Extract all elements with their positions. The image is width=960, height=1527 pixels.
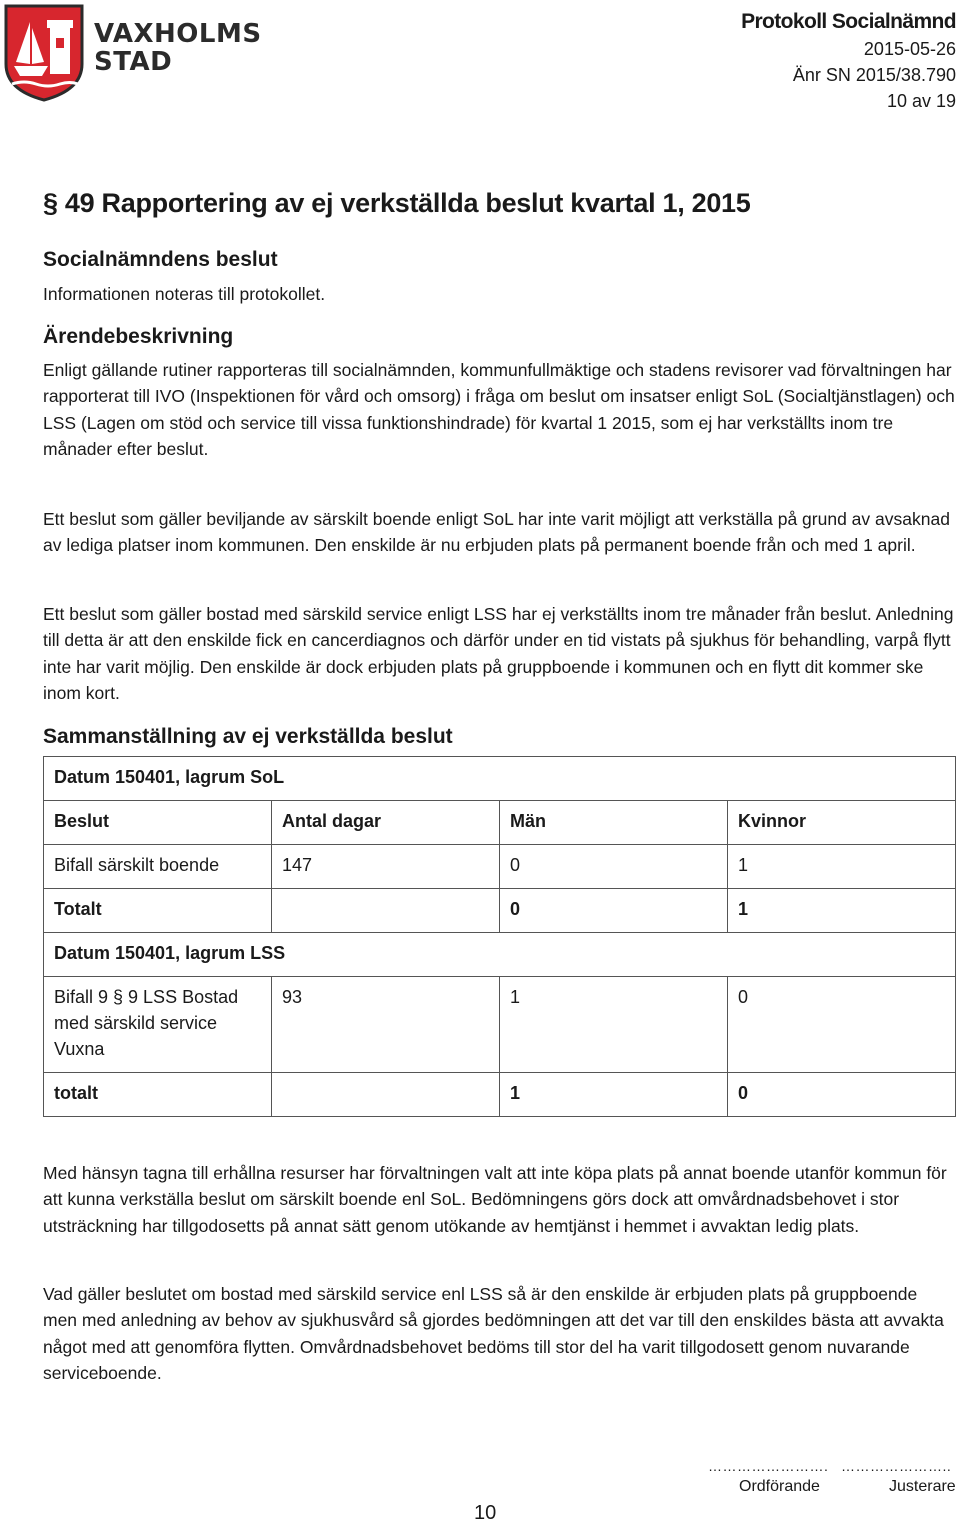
summary-heading: Sammanställning av ej verkställda beslut [43, 725, 453, 748]
signature-line-adjuster: ………………….. [841, 1458, 952, 1474]
table-cell: 0 [500, 845, 728, 889]
header-man: Män [500, 801, 728, 845]
table-row [44, 977, 956, 1073]
table-cell: 1 [728, 889, 956, 933]
decision-heading: Socialnämndens beslut [43, 248, 278, 271]
table-cell: 0 [728, 1073, 956, 1117]
table-header-row [44, 801, 956, 845]
table-cell: 1 [500, 977, 728, 1073]
group-title-sol: Datum 150401, lagrum SoL [44, 757, 956, 801]
table-cell: Bifall särskilt boende [44, 845, 272, 889]
paragraph-3: Ett beslut som gäller bostad med särskild service enligt LSS har ej verkställts inom tre månader från beslut. Anledning till detta är att den enskilde fick en cancerdiagnos och därför under en tid vistats på sjukhus för behandling, varpå flytt inte har varit möjlig. Den enskilde är dock erbjuden plats på gruppboende i kommunen och en flytt dit kommer ske inom kort. [43, 604, 954, 703]
logo-text-line1: VAXHOLMS [94, 19, 262, 49]
table-cell: 1 [500, 1073, 728, 1117]
group-title-lss: Datum 150401, lagrum LSS [44, 933, 956, 977]
closing-paragraph-2: Vad gäller beslutet om bostad med särskild service enl LSS så är den enskilde är erbjuden plats på gruppboende men med anledning av behov av sjukhusvård så gjordes bedömningen att det var till den enskildes bästa att avvakta något med att genomföra flytten. Omvårdnadsbehovet bedöms till stor del ha varit tillgodosett genom nuvarande serviceboende. [43, 1284, 944, 1383]
table-total-row [44, 889, 956, 933]
table-cell: totalt [44, 1073, 272, 1117]
description-heading: Ärendebeskrivning [43, 325, 234, 348]
municipality-logo [4, 4, 262, 102]
table-cell: 0 [728, 977, 956, 1073]
section-title: § 49 Rapportering av ej verkställda beslut kvartal 1, 2015 [43, 188, 751, 218]
page-number: 10 [474, 1502, 497, 1524]
table-cell: 93 [272, 977, 500, 1073]
paragraph-2: Ett beslut som gäller beviljande av särskilt boende enligt SoL har inte varit möjligt att verkställa på grund av avsaknad av lediga platser inom kommunen. Den enskilde är nu erbjuden plats på permanent boende från och med 1 april. [43, 509, 950, 556]
paragraph-1: Enligt gällande rutiner rapporteras till socialnämnden, kommunfullmäktige och stadens revisorer vad förvaltningen har rapporterat till IVO (Inspektionen för vård och omsorg) i fråga om beslut om insatser enligt SoL (Socialtjänstlagen) och LSS (Lagen om stöd och service till vissa funktionshindrade) för kvartal 1 2015, som ej har verkställts inom tre månader efter beslut. [43, 360, 955, 459]
coat-of-arms-icon [4, 4, 86, 102]
table-cell [272, 889, 500, 933]
signature-label-chairman: Ordförande [739, 1478, 820, 1495]
header-beslut: Beslut [44, 801, 272, 845]
table-cell: Totalt [44, 889, 272, 933]
closing-paragraph-1: Med hänsyn tagna till erhållna resurser har förvaltningen valt att inte köpa plats på annat boende utanför kommun för att kunna verkställa beslut om särskilt boende enl SoL. Bedömningens görs dock att omvårdnadsbehovet i stor utsträckning har tillgodosetts på annat sätt genom utökande av hemtjänst i hemmet i avvaktan ledig plats. [43, 1163, 947, 1236]
logo-text-line2: STAD [94, 47, 173, 77]
document-date: 2015-05-26 [863, 39, 956, 59]
table-cell: Bifall 9 § 9 LSS Bostad med särskild service Vuxna [44, 977, 272, 1073]
table-total-row [44, 1073, 956, 1117]
table-cell [272, 1073, 500, 1117]
table-row [44, 845, 956, 889]
table-cell: 1 [728, 845, 956, 889]
summary-table [43, 756, 956, 1117]
page-info: 10 av 19 [886, 91, 956, 111]
table-cell: 0 [500, 889, 728, 933]
document-header [741, 8, 956, 114]
case-number: Änr SN 2015/38.790 [792, 65, 956, 85]
header-kvinnor: Kvinnor [728, 801, 956, 845]
signature-label-adjuster: Justerare [889, 1478, 956, 1495]
document-type: Protokoll Socialnämnd [741, 10, 956, 33]
decision-text: Informationen noteras till protokollet. [43, 284, 326, 304]
table-cell: 147 [272, 845, 500, 889]
table-row [44, 933, 956, 977]
header-antal-dagar: Antal dagar [272, 801, 500, 845]
signature-line-chairman: ……………………. [708, 1458, 829, 1474]
table-row [44, 757, 956, 801]
